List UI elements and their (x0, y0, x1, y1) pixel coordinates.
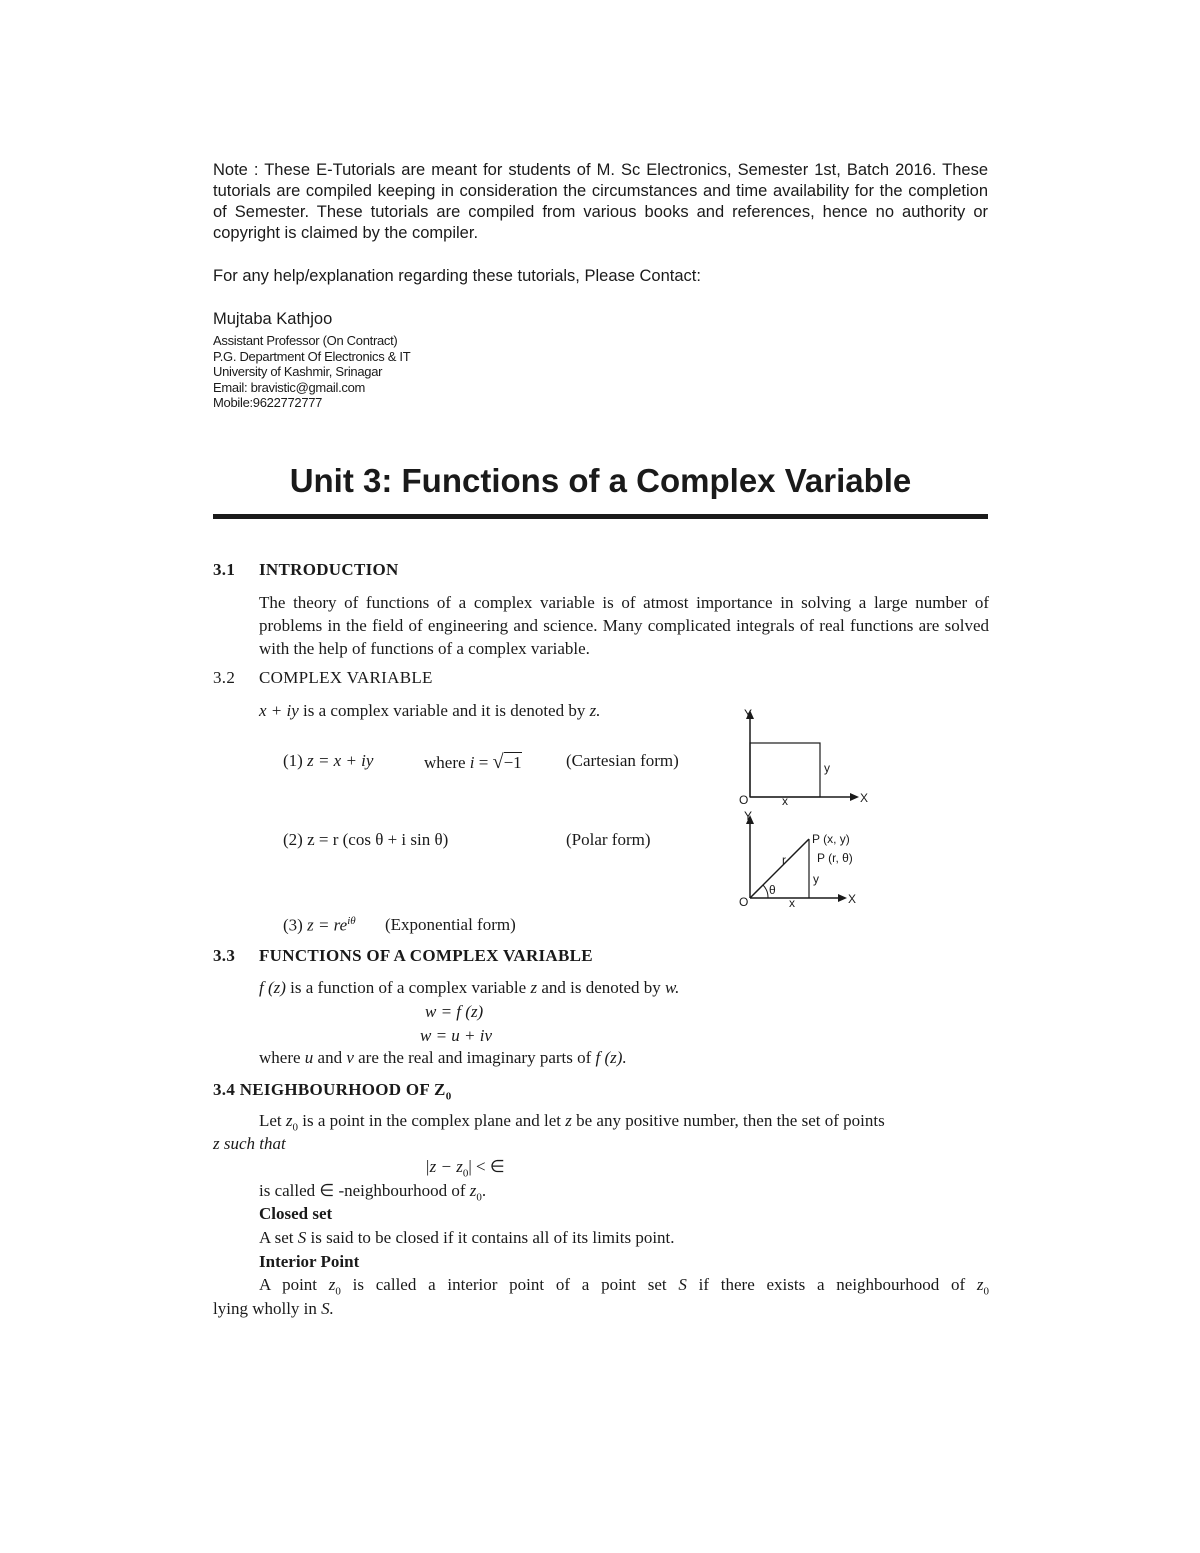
function-eq-2: w = u + iv (420, 1026, 493, 1045)
cartesian-form-label: (Cartesian form) (566, 751, 679, 770)
neighbourhood-definition: Let $z_0$ is a point in the complex plane and let z be any positive number, then the set of points (259, 1111, 885, 1134)
polar-angle-arc (763, 885, 768, 898)
sqrt-symbol-icon: √ (492, 751, 504, 773)
title-rule (213, 514, 988, 519)
exponential-form-eq: (3) $z = re^{i\theta}$ (283, 915, 356, 935)
interior-point-definition: A point $z_0$ is called a interior point of a point set S if there exists a neighbourhood of $z_0$ (259, 1275, 989, 1298)
author-department: P.G. Department Of Electronics & IT (213, 348, 411, 364)
polar-radius-line (750, 839, 809, 898)
interior-point-definition-end: lying wholly in S. (213, 1299, 334, 1318)
neighbourhood-eq: $|z - z_0|$ < ∈ (425, 1157, 505, 1180)
function-definition: f (z) is a function of a complex variable z and is denoted by w. (259, 978, 680, 997)
author-mobile: Mobile:9622772777 (213, 395, 323, 410)
polar-x-length: x (789, 896, 795, 910)
polar-form-eq: (2) z = r (cos θ + i sin θ) (283, 830, 449, 849)
section-3-1-body: The theory of functions of a complex variable is of atmost importance in solving a large number of problems in the field of engineering and science. Many complicated integrals of real functions are solved with the help of functions of a complex variable. (259, 593, 989, 658)
polar-form-label: (Polar form) (566, 830, 651, 849)
interior-point-heading: Interior Point (259, 1252, 360, 1271)
polar-point-cartesian: P (x, y) (812, 832, 850, 846)
complex-variable-intro: x + iy is a complex variable and it is denoted by z. (259, 701, 601, 720)
neighbourhood-called: is called ∈ -neighbourhood of $z_0$. (259, 1181, 487, 1204)
section-3-2-heading: 3.2 COMPLEX VARIABLE (213, 668, 433, 687)
unit-title: Unit 3: Functions of a Complex Variable (289, 462, 912, 499)
cartesian-rectangle (750, 743, 820, 797)
closed-set-definition: A set S is said to be closed if it contains all of its limits point. (259, 1228, 675, 1247)
function-parts: where u and v are the real and imaginary parts of f (z). (259, 1048, 627, 1067)
author-name: Mujtaba Kathjoo (213, 310, 333, 328)
tutorial-note: Note : These E-Tutorials are meant for students of M. Sc Electronics, Semester 1st, Batch 2016. These tutorials are compiled keeping in consideration the circumstances and time availability for the completion of Semester. These tutorials are compiled from various books and references, hence no authority or copyright is claimed by the compiler. (213, 161, 988, 242)
cartesian-y-label: Y (744, 707, 753, 721)
polar-theta-label: θ (769, 883, 776, 897)
cartesian-where: where i = √−1 (424, 751, 522, 773)
cartesian-y-length: y (824, 761, 830, 775)
cartesian-x-length: x (782, 794, 788, 805)
cartesian-form-eq: (1) z = x + iy (283, 751, 374, 770)
polar-r-label: r (782, 853, 786, 867)
cartesian-origin-label: O (739, 793, 749, 805)
author-title: Assistant Professor (On Contract) (213, 333, 398, 348)
author-email: Email: bravistic@gmail.com (213, 379, 366, 395)
polar-diagram (735, 808, 870, 912)
cartesian-diagram (735, 705, 870, 805)
polar-x-arrow-icon (838, 894, 847, 902)
section-3-3-heading: 3.3 FUNCTIONS OF A COMPLEX VARIABLE (213, 946, 593, 965)
author-university: University of Kashmir, Srinagar (213, 364, 383, 379)
closed-set-heading: Closed set (259, 1204, 333, 1223)
author-contact (213, 333, 410, 411)
polar-x-label: X (848, 892, 857, 906)
polar-y-length: y (813, 872, 819, 886)
cartesian-x-label: X (860, 791, 869, 805)
help-line: For any help/explanation regarding these tutorials, Please Contact: (213, 267, 701, 285)
section-3-4-heading: 3.4 NEIGHBOURHOOD OF $Z_0$ (213, 1080, 452, 1103)
section-3-1-heading: 3.1 INTRODUCTION (213, 560, 399, 579)
exponential-form-label: (Exponential form) (385, 915, 516, 934)
cartesian-x-arrow-icon (850, 793, 859, 801)
polar-y-label: Y (744, 809, 753, 823)
polar-point-polar: P (r, θ) (817, 851, 853, 865)
neighbourhood-such-that: z such that (213, 1134, 286, 1153)
polar-origin-label: O (739, 895, 749, 909)
function-eq-1: w = f (z) (425, 1002, 484, 1021)
